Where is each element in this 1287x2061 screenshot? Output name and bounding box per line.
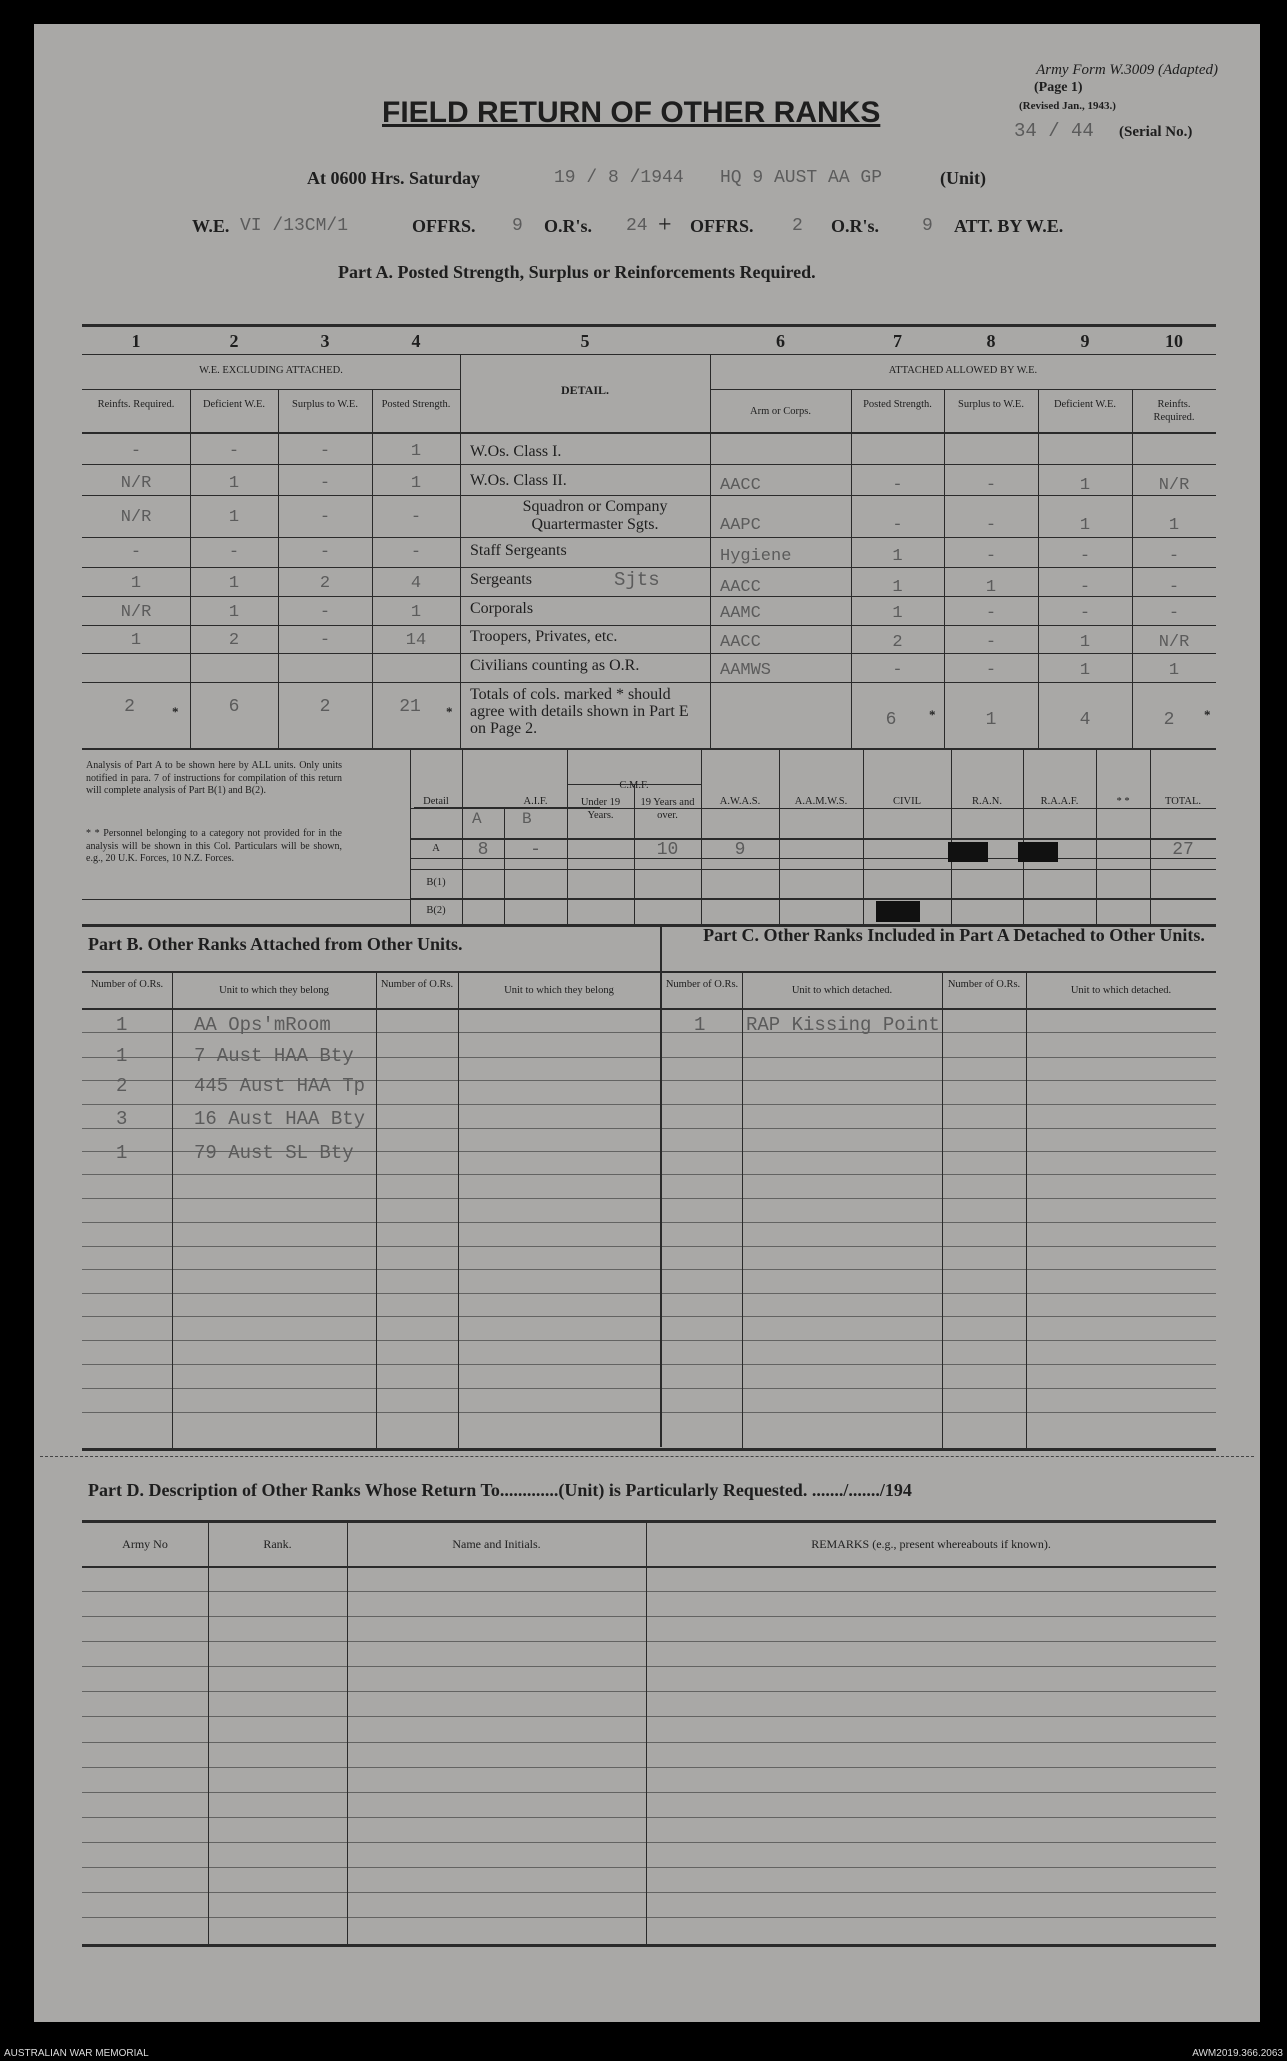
analysis-h-aamws: A.A.M.W.S. [794,796,848,807]
col-num-10: 10 [1165,331,1183,351]
plus-sign: + [658,212,672,238]
part-c-title: Part C. Other Ranks Included in Part A Detached to Other Units. [703,925,1205,945]
date-value: 19 / 8 /1944 [554,168,684,188]
offrs2-label: OFFRS. [690,216,754,236]
footer-left: AUSTRALIAN WAR MEMORIAL [4,2048,149,2059]
ors1-value: 24 [626,216,648,236]
part-b-h1: Number of O.Rs. [90,979,164,990]
sub-header-8: Surplus to W.E. [958,399,1024,410]
analysis-h-awas: A.W.A.S. [719,796,761,807]
form-page: (Page 1) [1034,80,1083,95]
sub-header-9: Deficient W.E. [1053,399,1117,410]
analysis-h-under19: Under 19 Years. [580,797,621,821]
analysis-h-civil: CIVIL [893,796,921,807]
offrs2-value: 2 [792,216,803,236]
analysis-row: B(2) [426,905,446,916]
analysis-note-2: * * Personnel belonging to a category not provided for in the analysis will be shown in this Col. Particulars will be shown, e.g., 20 U.K. Forces, 10 N.Z. Forces. [86,828,342,864]
part-d-h1: Army No [122,1537,168,1551]
page-title: FIELD RETURN OF OTHER RANKS [382,96,881,129]
sub-header-2: Deficient W.E. [202,399,266,410]
ors2-value: 9 [922,216,933,236]
part-b-h4: Unit to which they belong [504,985,614,996]
col-num-2: 2 [229,331,239,351]
form-revised: (Revised Jan., 1943.) [1019,100,1116,112]
sub-header-3: Surplus to W.E. [292,399,358,410]
analysis-h-other: * * [1116,796,1130,807]
col-num-6: 6 [776,331,785,351]
footer-right: AWM2019.366.2063 [1192,2048,1283,2059]
analysis-h-over19: 19 Years and over. [640,797,695,821]
redaction-mark [1018,842,1058,862]
sub-header-1: Reinfts. Required. [97,399,175,410]
analysis-h-aif: A.I.F. [523,796,548,807]
tear-line [40,1456,1254,1457]
sub-header-6: Arm or Corps. [750,406,811,417]
col-num-7: 7 [893,331,902,351]
sub-header-7: Posted Strength. [863,399,932,410]
we-excl-header: W.E. EXCLUDING ATTACHED. [199,365,343,376]
analysis-row: B(1) [426,877,446,888]
form-name: Army Form W.3009 (Adapted) [1036,62,1218,78]
col-num-5: 5 [580,331,590,351]
serial-label: (Serial No.) [1119,124,1193,140]
sub-header-10: Reinfts. Required. [1153,399,1195,423]
analysis-h-ran: R.A.N. [971,796,1003,807]
unit-label: (Unit) [940,168,986,188]
col-num-4: 4 [411,331,421,351]
redaction-mark [876,901,920,922]
we-label: W.E. [192,216,230,236]
part-d-title: Part D. Description of Other Ranks Whose Return To.............(Unit) is Particularly Requested. ......./......./194 [88,1480,912,1500]
att-label: ATT. BY W.E. [954,216,1064,236]
serial-value: 34 / 44 [1014,120,1094,142]
analysis-h-detail: Detail [423,796,449,807]
offrs1-label: OFFRS. [412,216,476,236]
part-b-h2: Unit to which they belong [219,985,329,996]
sjts-note: Sjts [614,569,660,591]
part-d-h4: REMARKS (e.g., present whereabouts if known). [811,1537,1051,1551]
redaction-mark [948,842,988,862]
col-num-3: 3 [320,331,330,351]
part-c-h1: Number of O.Rs. [665,979,739,990]
part-a-title: Part A. Posted Strength, Surplus or Reinforcements Required. [338,262,816,282]
col-num-9: 9 [1080,331,1090,351]
sub-header-4: Posted Strength. [381,399,451,410]
att-allowed-header: ATTACHED ALLOWED BY W.E. [888,365,1038,376]
part-b-h3: Number of O.Rs. [380,979,454,990]
unit-value: HQ 9 AUST AA GP [720,168,883,188]
we-value: VI /13CM/1 [240,216,349,236]
part-b-title: Part B. Other Ranks Attached from Other Units. [88,934,463,954]
part-c-h4: Unit to which detached. [1070,985,1172,996]
col-num-1: 1 [131,331,141,351]
analysis-h-total: TOTAL. [1164,796,1201,807]
analysis-note-1: Analysis of Part A to be shown here by ALL units. Only units notified in para. 7 of instructions for compilation of this return will complete analysis of Part B(1) and B(2). [86,760,342,796]
at-label: At 0600 Hrs. Saturday [307,168,481,188]
form-paper: Army Form W.3009 (Adapted) (Page 1) (Revised Jan., 1943.) 34 / 44 (Serial No.) FIELD RETURN OF OTHER RANKS At 0600 Hrs. Saturday 19 / 8 /1944 HQ 9 AUST AA GP (Unit) W.E. VI /13CM/1 OFFRS. 9 O.R's. 24 + OFFRS. 2 O.R's. 9 ATT. BY W.E. Part A. Posted Strength, Surplus or Reinforcements Required. 1 2 3 4 5 6 7 8 9 10 W.E. EXCLUDING ATTACHED. ATTACHED ALLOWED BY W.E. DETAIL. Reinfts. Required. Deficient W.E. Surplus to W.E. Posted Strength. Arm or Corps. Posted Strength. Surplus to W.E. Deficient W.E. Reinfts. Required. - - - 1 W.Os. Class I. N/R 1 - 1 W.Os. Class II. AACC - - 1 N/R N/R 1 - - Squadron or Company Quartermaster Sgts. AAPC - - 1 1 - - - - Staff Sergeants Hygiene 1 - - - 1 1 2 4 Sergeants Sjts AACC 1 1 - - N/R 1 - 1 Corporals AAMC 1 - - - 1 2 - 14 Troopers, Privates, etc. AACC 2 - 1 N/R Civilians counting as O.R. AAMWS - - 1 1 2 * 6 2 21 * Totals of cols. marked * should agree with details shown in Part E on Page 2. 6 * 1 4 2 * Analysis of Part A to be shown here by ALL units. Only units notified in para. 7 of instructions for compilation of this return will complete analysis of Part B(1) and B(2). * * Personnel belonging to a category not provided for in the analysis will be shown in this Col. Particulars will be shown, e.g., 20 U.K. Forces, 10 N.Z. Forces. Detail A.I.F. A B C.M.F. Under 19 Years. 19 Years and over. A.W.A.S. A.A.M.W.S. CIVIL R.A.N. R.A.A.F. * * TOTAL. A 8 - 10 9 27 B(1) B(2) Part B. Other Ranks Attached from Other Units. Part C. Other Ranks Included in Part A Detached to Other Units. Number of O.Rs. Unit to which they belong Number of O.Rs. Unit to which they belong Number of O.Rs. Unit to which detached. Number of O.Rs. Unit to which detached. 1 AA Ops'mRoom 1 7 Aust HAA Bty 2 445 Aust HAA Tp 3 16 Aust HAA Bty 1 79 Aust SL Bty 1 RAP Kissing Point Part D. Description of Other Ranks Whose Return To.............(Unit) is Particularly Requested. ......./......./194 Army No Rank. Name and Initials. REMARKS (e.g., present whereabouts if known). [34,24,1260,2022]
ors2-label: O.R's. [831,216,880,236]
detail-header: DETAIL. [560,383,610,397]
offrs1-value: 9 [512,216,523,236]
analysis-h-raaf: R.A.A.F. [1040,796,1079,807]
analysis-h-cmf: C.M.F. [619,780,649,791]
part-c-h2: Unit to which detached. [791,985,893,996]
part-c-h3: Number of O.Rs. [947,979,1021,990]
part-d-h3: Name and Initials. [452,1537,541,1551]
ors1-label: O.R's. [544,216,593,236]
col-num-8: 8 [986,331,996,351]
part-d-h2: Rank. [263,1537,292,1551]
